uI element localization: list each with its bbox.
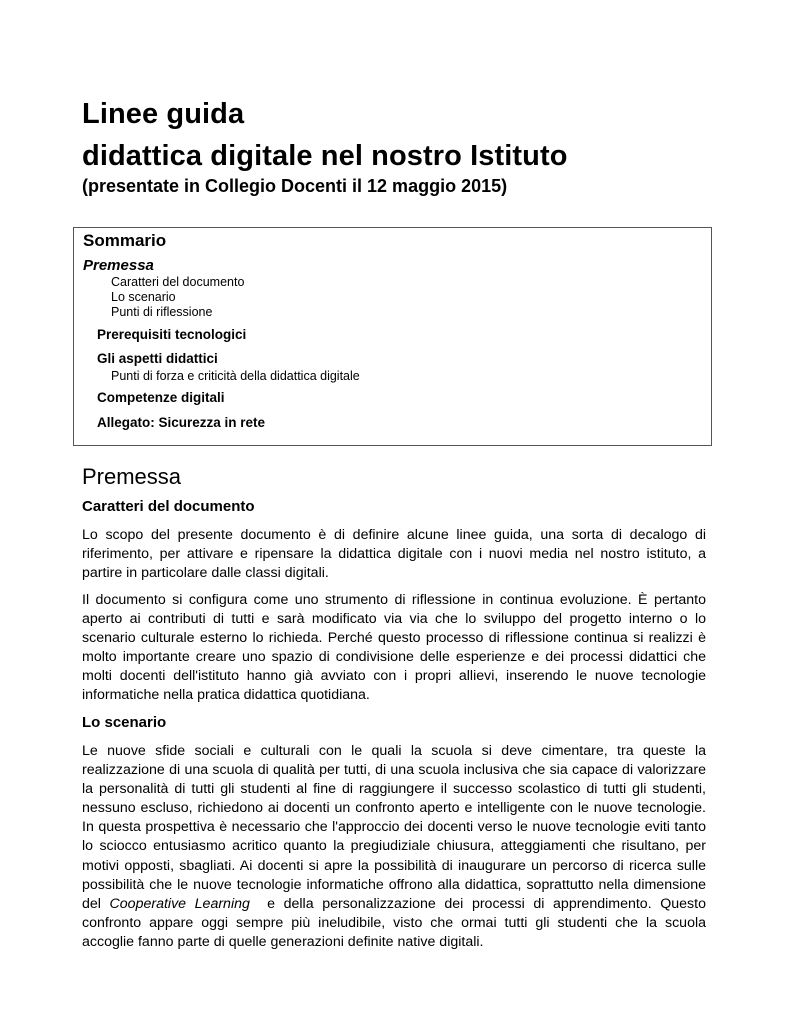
paragraph — [82, 526, 706, 583]
title-line-2: didattica digitale nel nostro Istituto — [82, 140, 568, 172]
text-line: informatiche nella pratica didattica quotidiana. — [82, 687, 370, 704]
text-line: la personalità di tutti gli studenti al fine di raggiungere il successo scolastico di tutti gli studenti, — [82, 781, 706, 798]
text-line: riferimento, per attivare e ripensare la didattica digitale con i nuovi media nel nostro istituto, a — [82, 546, 706, 563]
title-line-1: Linee guida — [82, 98, 245, 130]
table-of-contents — [73, 227, 712, 446]
toc-link-prerequisiti[interactable]: Prerequisiti tecnologici — [97, 327, 247, 342]
text-fragment: e della personalizzazione dei processi di apprendimento. Questo — [249, 895, 706, 912]
text-line: aperto ai contributi di tutti e sarà modificato via via che lo sviluppo del progetto interno o lo — [82, 611, 706, 628]
text-line — [82, 895, 706, 914]
text-line: realizzazione di una scuola di qualità per tutti, di una scuola inclusiva che sia capace di valorizzare — [82, 762, 706, 779]
text-line: nessuno escluso, richiedono ai docenti un confronto aperto e intelligente con le nuove tecnologie. — [82, 800, 706, 817]
toc-link-premessa[interactable]: Premessa — [83, 257, 154, 274]
toc-link-caratteri[interactable]: Caratteri del documento — [111, 275, 245, 289]
subsection-heading-caratteri: Caratteri del documento — [82, 498, 255, 515]
toc-link-allegato[interactable]: Allegato: Sicurezza in rete — [97, 415, 266, 430]
text-line: In questa prospettiva è necessario che l'approccio dei docenti verso le nuove tecnologie eviti tanto — [82, 819, 706, 836]
text-fragment: del — [82, 895, 110, 912]
toc-link-scenario[interactable]: Lo scenario — [111, 290, 176, 304]
text-line: confronto appare oggi sempre più ineludibile, visto che ormai tutti gli studenti che la scuola — [82, 914, 706, 931]
section-heading-premessa: Premessa — [82, 464, 182, 489]
document-title — [82, 93, 568, 177]
paragraph — [82, 742, 706, 952]
text-line: possibilità che le nuove tecnologie informatiche offrono alla didattica, soprattutto nella dimensione — [82, 876, 706, 893]
toc-link-aspetti-didattici[interactable]: Gli aspetti didattici — [97, 351, 218, 366]
subsection-heading-scenario: Lo scenario — [82, 714, 167, 731]
toc-link-punti-forza[interactable]: Punti di forza e criticità della didattica digitale — [111, 369, 360, 383]
text-line: partire in particolare dalle classi digitali. — [82, 565, 329, 582]
toc-link-punti-riflessione[interactable]: Punti di riflessione — [111, 305, 213, 319]
text-line: molti docenti dell'istituto hanno già avviato con i propri allievi, inserendo le nuove tecnologie — [82, 668, 706, 685]
text-line: motivi opposti, sbagliati. Ai docenti si apre la possibilità di inaugurare un percorso di ricerca sulle — [82, 857, 706, 874]
document-subtitle: (presentate in Collegio Docenti il 12 maggio 2015) — [82, 176, 508, 196]
toc-link-competenze[interactable]: Competenze digitali — [97, 390, 225, 405]
text-line: scenario culturale esterno lo richieda. Perché questo processo di riflessione continua si realizzi è — [82, 630, 706, 647]
text-line: Il documento si configura come uno strumento di riflessione in continua evoluzione. È pertanto — [82, 592, 706, 608]
text-line: accoglie fanno parte di quelle generazioni definite native digitali. — [82, 933, 484, 950]
text-line: Lo scopo del presente documento è di definire alcune linee guida, una sorta di decalogo di — [82, 527, 706, 543]
toc-heading: Sommario — [83, 231, 167, 250]
emphasis-cooperative-learning: Cooperative Learning — [109, 895, 250, 912]
text-line: molto importante creare uno spazio di condivisione delle esperienze e dei processi didattici che — [82, 649, 706, 666]
text-line: Le nuove sfide sociali e culturali con le quali la scuola si deve cimentare, tra queste la — [82, 743, 706, 759]
text-line: lo sciocco entusiasmo acritico quanto la pregiudiziale chiusura, atteggiamenti che risultano, per — [82, 838, 706, 855]
paragraph — [82, 591, 706, 706]
